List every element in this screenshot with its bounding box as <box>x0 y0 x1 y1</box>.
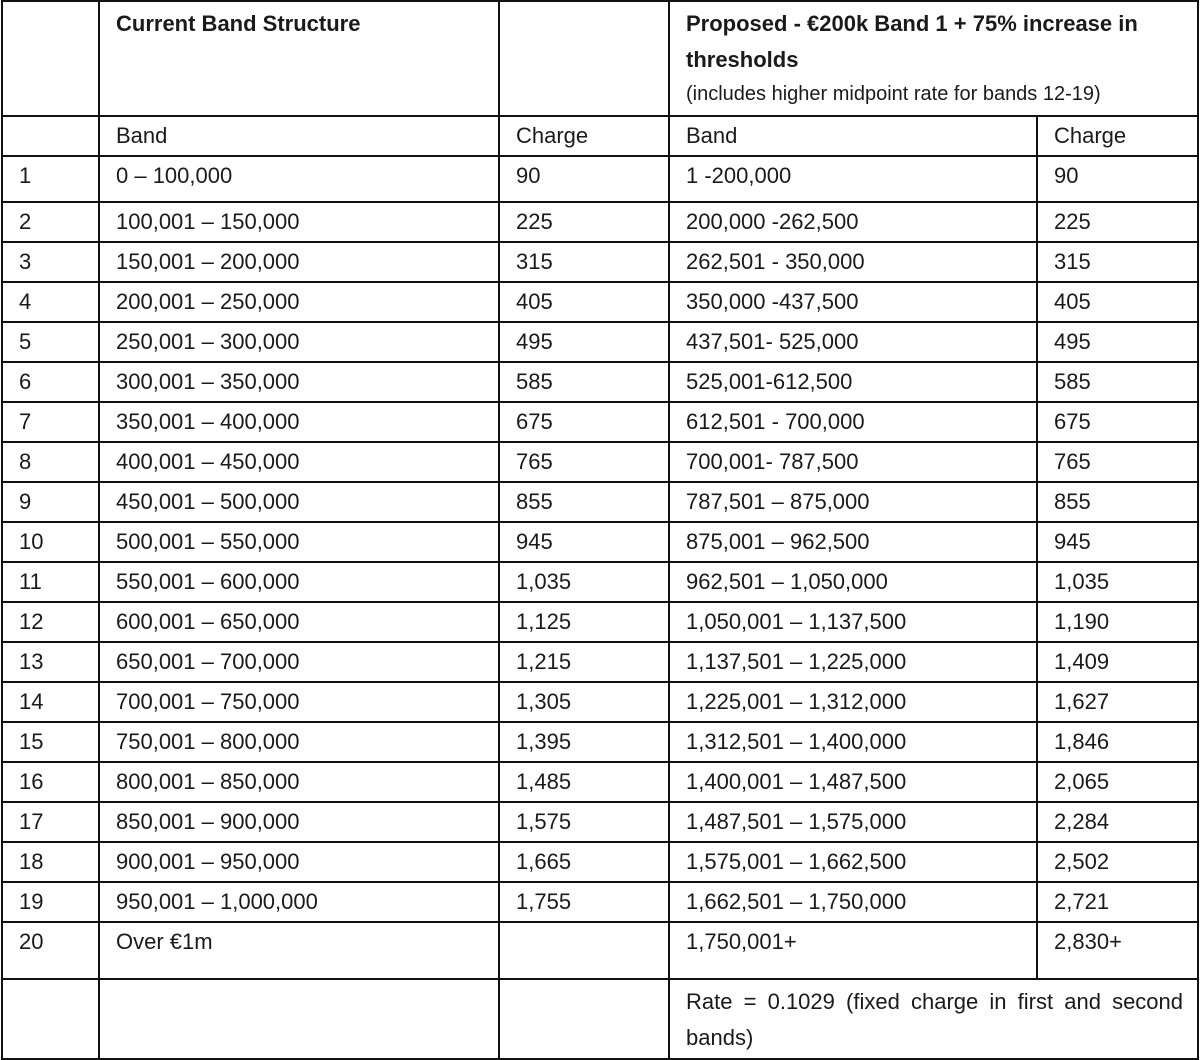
current-band-range: 750,001 – 800,000 <box>99 722 499 762</box>
footer-empty-cell <box>499 979 669 1059</box>
current-band-charge: 855 <box>499 482 669 522</box>
current-band-charge: 1,215 <box>499 642 669 682</box>
band-number: 13 <box>2 642 99 682</box>
rate-note: Rate = 0.1029 (fixed charge in first and second bands) <box>669 979 1198 1059</box>
proposed-band-charge: 2,065 <box>1037 762 1198 802</box>
current-band-charge: 765 <box>499 442 669 482</box>
current-band-range: 950,001 – 1,000,000 <box>99 882 499 922</box>
table-row <box>2 922 1198 979</box>
current-band-range: 200,001 – 250,000 <box>99 282 499 322</box>
current-band-range: 300,001 – 350,000 <box>99 362 499 402</box>
band-number: 19 <box>2 882 99 922</box>
current-band-range: 600,001 – 650,000 <box>99 602 499 642</box>
current-band-charge: 1,035 <box>499 562 669 602</box>
proposed-band-range: 962,501 – 1,050,000 <box>669 562 1037 602</box>
proposed-band-range: 1,487,501 – 1,575,000 <box>669 802 1037 842</box>
band-number: 4 <box>2 282 99 322</box>
band-number: 8 <box>2 442 99 482</box>
footer-row <box>2 979 1198 1059</box>
proposed-band-range: 1,312,501 – 1,400,000 <box>669 722 1037 762</box>
current-band-range: 500,001 – 550,000 <box>99 522 499 562</box>
proposed-band-charge: 405 <box>1037 282 1198 322</box>
current-band-charge: 1,395 <box>499 722 669 762</box>
proposed-band-charge: 675 <box>1037 402 1198 442</box>
proposed-structure-header <box>669 1 1198 116</box>
column-header-proposed-band: Band <box>669 116 1037 156</box>
current-band-charge: 1,485 <box>499 762 669 802</box>
current-band-charge: 405 <box>499 282 669 322</box>
header-empty-cell <box>499 1 669 116</box>
table-row <box>2 722 1198 762</box>
current-structure-header <box>99 1 499 116</box>
band-rows <box>2 156 1198 979</box>
current-band-charge: 585 <box>499 362 669 402</box>
current-band-range: 0 – 100,000 <box>99 156 499 202</box>
column-header-empty <box>2 116 99 156</box>
band-number: 10 <box>2 522 99 562</box>
current-band-charge: 1,755 <box>499 882 669 922</box>
band-number: 16 <box>2 762 99 802</box>
current-band-charge: 1,665 <box>499 842 669 882</box>
current-band-range: 250,001 – 300,000 <box>99 322 499 362</box>
current-band-range: 400,001 – 450,000 <box>99 442 499 482</box>
table-row <box>2 282 1198 322</box>
current-band-range: 700,001 – 750,000 <box>99 682 499 722</box>
footer-empty-cell <box>2 979 99 1059</box>
current-band-range: 100,001 – 150,000 <box>99 202 499 242</box>
current-band-charge: 675 <box>499 402 669 442</box>
band-number: 14 <box>2 682 99 722</box>
table-row <box>2 562 1198 602</box>
band-number: 7 <box>2 402 99 442</box>
table-row <box>2 442 1198 482</box>
proposed-band-charge: 1,035 <box>1037 562 1198 602</box>
proposed-band-charge: 2,721 <box>1037 882 1198 922</box>
proposed-band-range: 262,501 - 350,000 <box>669 242 1037 282</box>
proposed-band-range: 1 -200,000 <box>669 156 1037 202</box>
table-row <box>2 522 1198 562</box>
table-row <box>2 882 1198 922</box>
band-number: 17 <box>2 802 99 842</box>
current-band-charge: 1,305 <box>499 682 669 722</box>
proposed-band-charge: 2,830+ <box>1037 922 1198 979</box>
table-row <box>2 602 1198 642</box>
proposed-band-range: 350,000 -437,500 <box>669 282 1037 322</box>
table-row <box>2 322 1198 362</box>
proposed-band-range: 787,501 – 875,000 <box>669 482 1037 522</box>
current-band-range: 650,001 – 700,000 <box>99 642 499 682</box>
proposed-band-range: 437,501- 525,000 <box>669 322 1037 362</box>
proposed-band-charge: 225 <box>1037 202 1198 242</box>
band-number: 11 <box>2 562 99 602</box>
current-band-charge: 90 <box>499 156 669 202</box>
table-row <box>2 482 1198 522</box>
band-number: 6 <box>2 362 99 402</box>
band-number: 2 <box>2 202 99 242</box>
current-band-charge: 1,125 <box>499 602 669 642</box>
current-band-charge: 225 <box>499 202 669 242</box>
proposed-band-range: 1,750,001+ <box>669 922 1037 979</box>
proposed-band-charge: 1,846 <box>1037 722 1198 762</box>
proposed-band-charge: 315 <box>1037 242 1198 282</box>
proposed-band-charge: 1,190 <box>1037 602 1198 642</box>
proposed-structure-title: Proposed - €200k Band 1 + 75% increase in thresholds <box>686 11 1138 72</box>
current-band-range: 350,001 – 400,000 <box>99 402 499 442</box>
table-header-row <box>2 1 1198 116</box>
proposed-band-charge: 1,627 <box>1037 682 1198 722</box>
band-number: 1 <box>2 156 99 202</box>
proposed-band-range: 612,501 - 700,000 <box>669 402 1037 442</box>
table-row <box>2 802 1198 842</box>
column-header-proposed-charge: Charge <box>1037 116 1198 156</box>
band-comparison-table <box>1 0 1199 1060</box>
current-band-charge: 315 <box>499 242 669 282</box>
proposed-band-charge: 2,284 <box>1037 802 1198 842</box>
proposed-band-range: 1,225,001 – 1,312,000 <box>669 682 1037 722</box>
table-row <box>2 362 1198 402</box>
proposed-band-charge: 495 <box>1037 322 1198 362</box>
table-row <box>2 642 1198 682</box>
proposed-structure-note: (includes higher midpoint rate for bands 12-19) <box>686 83 1101 105</box>
current-band-charge: 495 <box>499 322 669 362</box>
proposed-band-charge: 945 <box>1037 522 1198 562</box>
proposed-band-charge: 2,502 <box>1037 842 1198 882</box>
current-band-range: 850,001 – 900,000 <box>99 802 499 842</box>
current-band-range: Over €1m <box>99 922 499 979</box>
proposed-band-range: 1,137,501 – 1,225,000 <box>669 642 1037 682</box>
current-band-charge <box>499 922 669 979</box>
table-row <box>2 202 1198 242</box>
column-header-row <box>2 116 1198 156</box>
table-row <box>2 682 1198 722</box>
footer-empty-cell <box>99 979 499 1059</box>
header-empty-cell <box>2 1 99 116</box>
band-number: 18 <box>2 842 99 882</box>
proposed-band-range: 200,000 -262,500 <box>669 202 1037 242</box>
proposed-band-range: 700,001- 787,500 <box>669 442 1037 482</box>
current-band-range: 450,001 – 500,000 <box>99 482 499 522</box>
current-band-range: 900,001 – 950,000 <box>99 842 499 882</box>
proposed-band-charge: 855 <box>1037 482 1198 522</box>
proposed-band-range: 525,001-612,500 <box>669 362 1037 402</box>
proposed-band-charge: 90 <box>1037 156 1198 202</box>
current-structure-title: Current Band Structure <box>116 11 361 36</box>
band-number: 9 <box>2 482 99 522</box>
table-row <box>2 242 1198 282</box>
proposed-band-range: 1,400,001 – 1,487,500 <box>669 762 1037 802</box>
proposed-band-charge: 765 <box>1037 442 1198 482</box>
band-number: 12 <box>2 602 99 642</box>
proposed-band-range: 1,050,001 – 1,137,500 <box>669 602 1037 642</box>
band-number: 15 <box>2 722 99 762</box>
table-row <box>2 762 1198 802</box>
proposed-band-charge: 1,409 <box>1037 642 1198 682</box>
table-row <box>2 842 1198 882</box>
table-row <box>2 402 1198 442</box>
current-band-charge: 1,575 <box>499 802 669 842</box>
proposed-band-charge: 585 <box>1037 362 1198 402</box>
current-band-charge: 945 <box>499 522 669 562</box>
column-header-current-charge: Charge <box>499 116 669 156</box>
proposed-band-range: 1,662,501 – 1,750,000 <box>669 882 1037 922</box>
proposed-band-range: 875,001 – 962,500 <box>669 522 1037 562</box>
current-band-range: 550,001 – 600,000 <box>99 562 499 602</box>
band-number: 20 <box>2 922 99 979</box>
current-band-range: 150,001 – 200,000 <box>99 242 499 282</box>
band-number: 5 <box>2 322 99 362</box>
current-band-range: 800,001 – 850,000 <box>99 762 499 802</box>
band-number: 3 <box>2 242 99 282</box>
table-row <box>2 156 1198 202</box>
column-header-current-band: Band <box>99 116 499 156</box>
proposed-band-range: 1,575,001 – 1,662,500 <box>669 842 1037 882</box>
